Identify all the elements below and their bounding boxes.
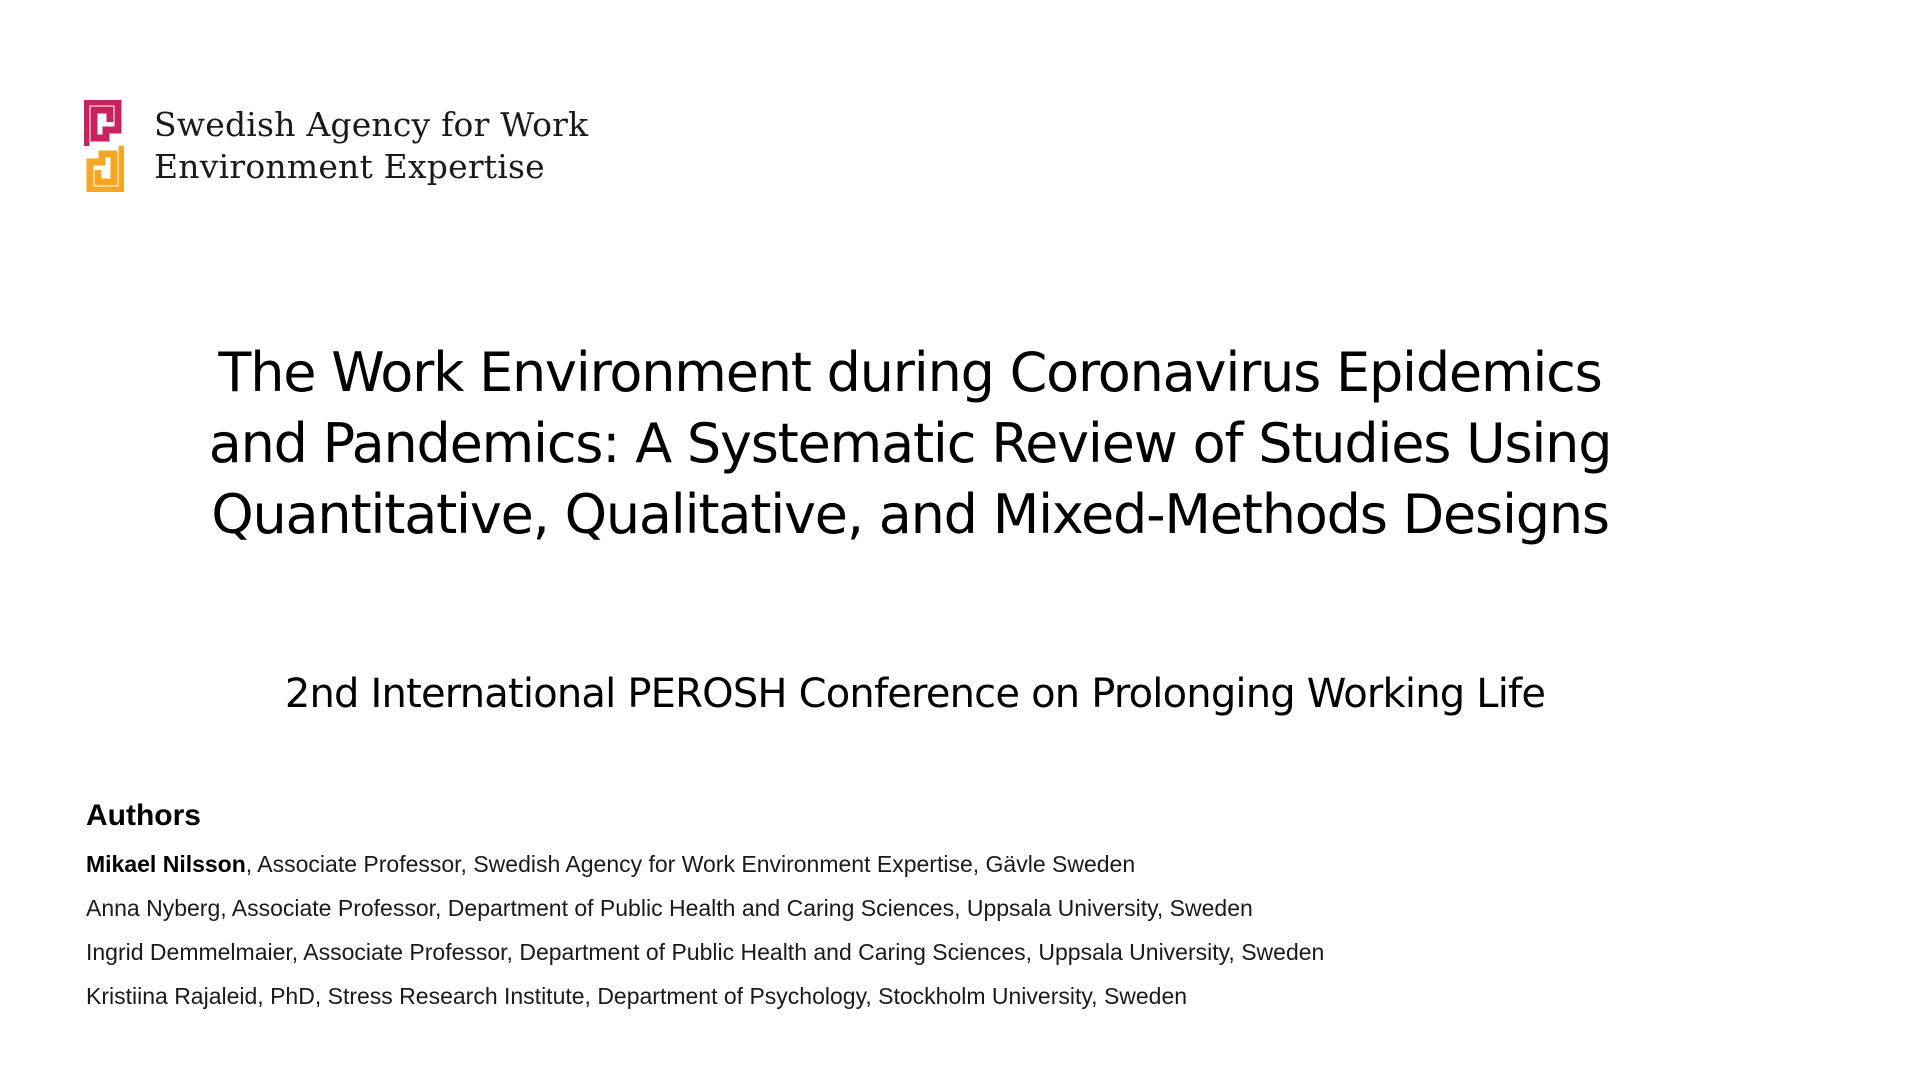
agency-name-line-1: Swedish Agency for Work bbox=[154, 105, 589, 144]
title-line-2: and Pandemics: A Systematic Review of Studies Using bbox=[208, 412, 1612, 475]
lead-author-details: , Associate Professor, Swedish Agency for Work Environment Expertise, Gävle Sweden bbox=[245, 851, 1136, 877]
presentation-title bbox=[0, 337, 1820, 550]
lead-author-name: Mikael Nilsson bbox=[86, 851, 246, 877]
title-line-1: The Work Environment during Coronavirus Epidemics bbox=[218, 341, 1602, 404]
agency-logo-icon bbox=[84, 100, 124, 192]
author-line: Kristiina Rajaleid, PhD, Stress Research Institute, Department of Psychology, Stockholm University, Sweden bbox=[86, 983, 1188, 1009]
agency-name-line-2: Environment Expertise bbox=[154, 147, 545, 186]
conference-subtitle: 2nd International PEROSH Conference on Prolonging Working Life bbox=[284, 671, 1546, 717]
authors-heading: Authors bbox=[86, 799, 201, 832]
author-line: Anna Nyberg, Associate Professor, Department of Public Health and Caring Sciences, Uppsala University, Sweden bbox=[86, 895, 1253, 921]
author-line-lead bbox=[86, 850, 1786, 878]
title-line-3: Quantitative, Qualitative, and Mixed-Methods Designs bbox=[211, 483, 1609, 546]
authors-section bbox=[86, 798, 1786, 1026]
agency-name bbox=[154, 104, 588, 188]
agency-logo bbox=[84, 100, 588, 192]
author-line: Ingrid Demmelmaier, Associate Professor, Department of Public Health and Caring Sciences, Uppsala University, Sweden bbox=[86, 939, 1325, 965]
